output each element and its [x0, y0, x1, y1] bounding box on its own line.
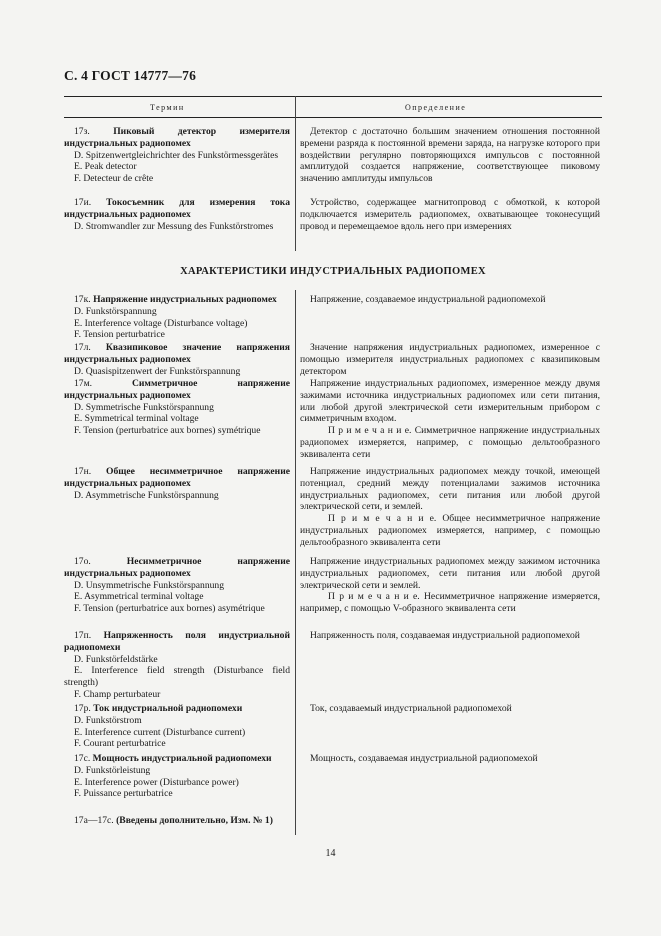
definition-17o: Напряжение индустриальных радиопомех между зажимом источника индустриальных радиопомех, сети питания или любой другой электрической сети и землей. П р и м е ч а н и е. Несимметричное напряжение измеряется, например, с помощью V-образного эквивалента сети	[300, 556, 600, 615]
definition-17m: Напряжение индустриальных радиопомех, измеренное между двумя зажимами источника индустриальных радиопомех или сети питания, или любой другой электрической сети измерительным прибором с симметричным входом. П р и м е ч а н и е. Симметричное напряжение индустриальных радиопомех измеряется, например, с помощью дельтообразного эквивалента сети	[300, 378, 600, 460]
term-17l: 17л. Квазипиковое значение напряжения индустриальных радиопомех D. Quasispitzenwert der Funkstörspannung	[64, 342, 290, 377]
term-17i: 17и. Токосъемник для измерения тока индустриальных радиопомех D. Stromwandler zur Messung des Funkstörstromes	[64, 197, 290, 232]
definition-17i: Устройство, содержащее магнитопровод с обмоткой, к которой подключается измеритель радиопомех, охватывающее токонесущий провод и перемещаемое вдоль него при измерениях	[300, 197, 600, 232]
page-header: С. 4 ГОСТ 14777—76	[64, 68, 197, 83]
definition-17k: Напряжение, создаваемое индустриальной радиопомехой	[310, 294, 546, 305]
definition-17r: Ток, создаваемый индустриальной радиопомехой	[310, 703, 512, 714]
amendment-note: 17а—17с. (Введены дополнительно, Изм. № 1)	[74, 815, 273, 826]
term-17r: 17р. Ток индустриальной радиопомехи D. Funkstörstrom E. Interference current (Disturbance current) F. Courant perturbatrice	[74, 703, 246, 750]
section-title: ХАРАКТЕРИСТИКИ ИНДУСТРИАЛЬНЫХ РАДИОПОМЕХ	[180, 266, 486, 277]
column-header-term: Термин	[150, 103, 185, 112]
term-17n: 17н. Общее несимметричное напряжение индустриальных радиопомех D. Asymmetrische Funkstörspannung	[64, 466, 290, 501]
definition-17n: Напряжение индустриальных радиопомех между точкой, имеющей потенциал, средний между потенциалами зажимов источника индустриальных радиопомех, сети питания или любой другой электрической сети, и землей. П р и м е ч а н и е. Общее несимметричное напряжение индустриальных радиопомех измеряется, например, с помощью дельтообразного эквивалента сети	[300, 466, 600, 548]
definition-17s: Мощность, создаваемая индустриальной радиопомехой	[310, 753, 538, 764]
column-divider-main	[295, 290, 296, 835]
term-17s: 17с. Мощность индустриальной радиопомехи D. Funkstörleistung E. Interference power (Disturbance power) F. Puissance perturbatrice	[74, 753, 272, 800]
definition-17p: Напряженность поля, создаваемая индустриальной радиопомехой	[310, 630, 580, 641]
definition-17l: Значение напряжения индустриальных радиопомех, измеренное с помощью измерителя индустриальных радиопомех с квазипиковым детектором	[300, 342, 600, 377]
term-17k: 17к. Напряжение индустриальных радиопомех D. Funkstörspannung E. Interference voltage (Disturbance voltage) F. Tension perturbatrice	[74, 294, 277, 341]
column-header-definition: Определение	[405, 103, 467, 112]
table-top-rule	[64, 96, 602, 97]
term-17z: 17з. Пиковый детектор измерителя индустриальных радиопомех D. Spitzenwertgleichrichter des Funkstörmessgerätes E. Peak detector F. Detecteur de crête	[64, 126, 290, 185]
page-number: 14	[325, 848, 336, 859]
term-17o: 17о. Несимметричное напряжение индустриальных радиопомех D. Unsymmetrische Funkstörspannung E. Asymmetrical terminal voltage F. Tension (perturbatrice aux bornes) asymétrique	[64, 556, 290, 615]
column-divider-top	[295, 96, 296, 251]
definition-17z: Детектор с достаточно большим значением отношения постоянной времени разряда к постоянной времени заряда, на нагрузке которого при воздействии регулярно повторяющихся импульсов с постоянной амплитудой создается напряжение, соответствующее пиковому значению амплитуды импульсов	[300, 126, 600, 185]
term-17p: 17п. Напряженность поля индустриальной радиопомехи D. Funkstörfeldstärke E. Interference field strength (Disturbance field strength) F. Champ perturbateur	[64, 630, 290, 700]
term-17m: 17м. Симметричное напряжение индустриальных радиопомех D. Symmetrische Funkstörspannung E. Symmetrical terminal voltage F. Tension (perturbatrice aux bornes) symétrique	[64, 378, 290, 437]
table-header-rule	[64, 117, 602, 118]
